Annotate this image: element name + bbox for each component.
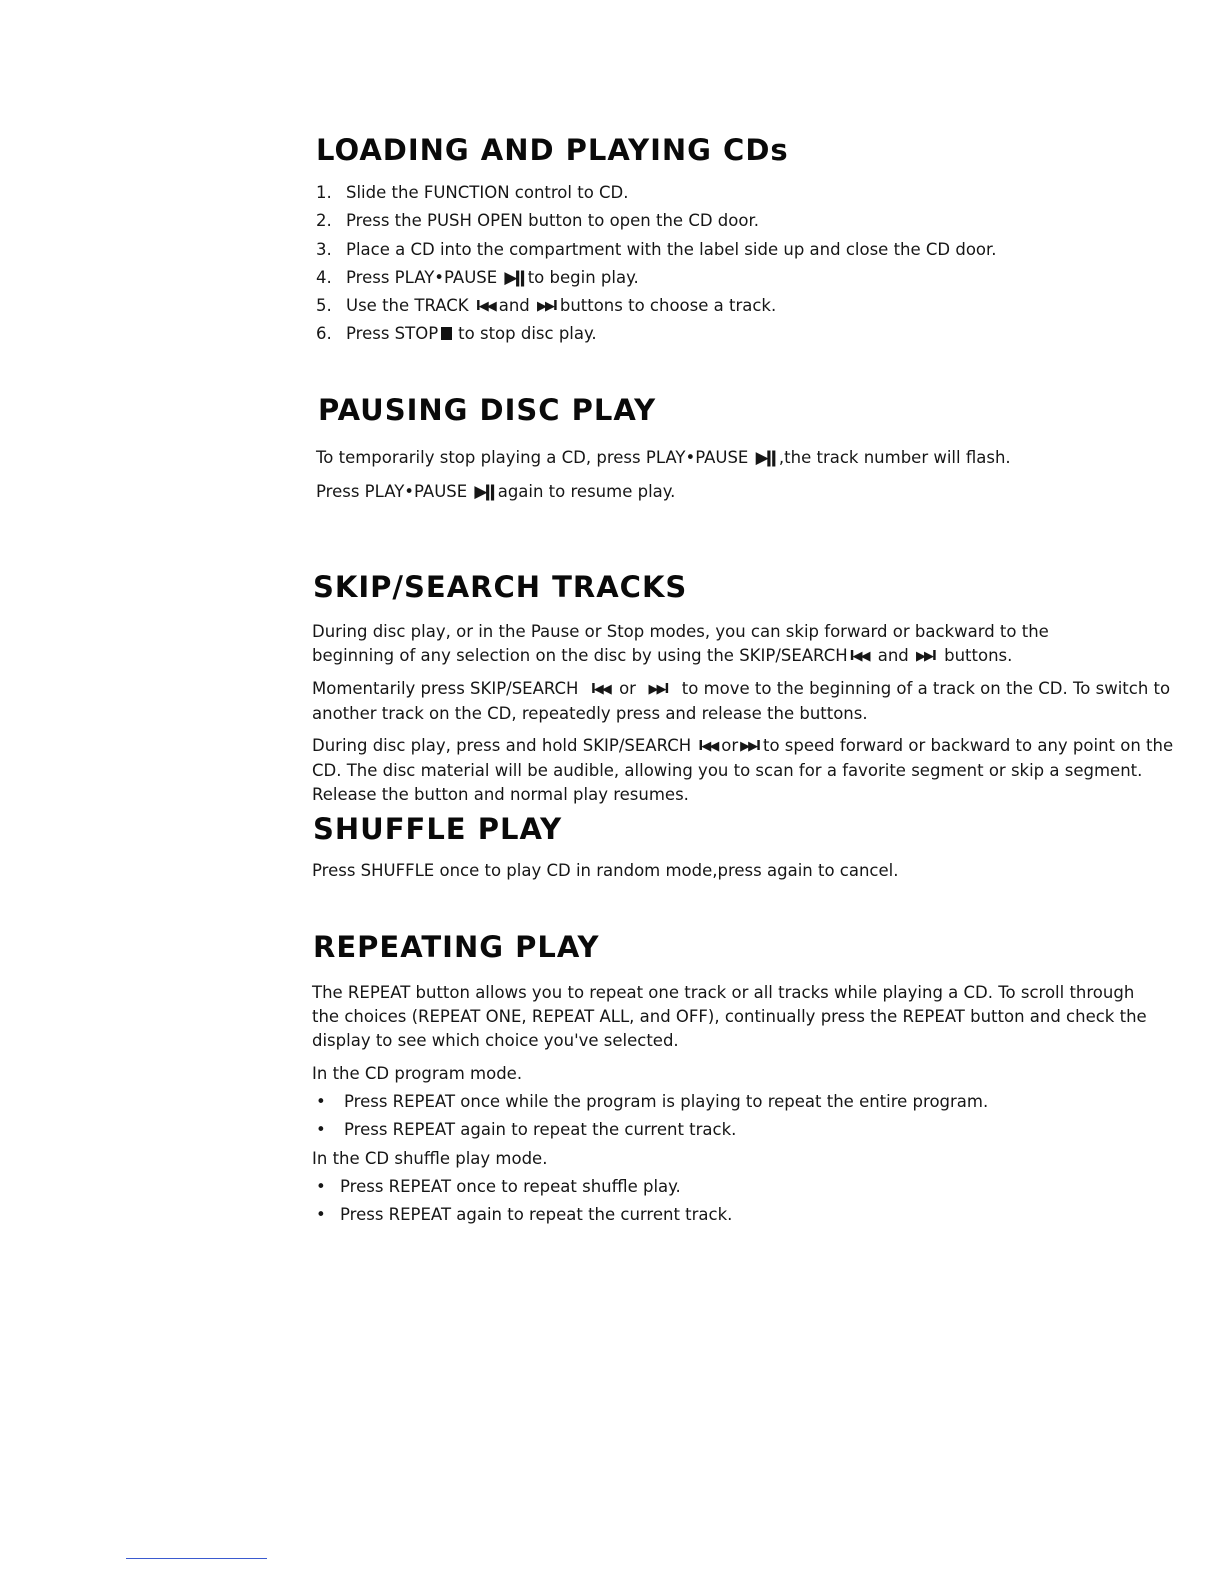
stop-icon xyxy=(441,327,452,340)
heading-loading-playing: LOADING AND PLAYING CDs xyxy=(316,133,789,167)
paragraph-text: to speed forward or backward to any point on the CD. The disc material will be audible, allowing you to scan for a favorite segment or skip a segment. Release the button and normal play resumes. xyxy=(312,736,1174,804)
paragraph-text: again to resume play. xyxy=(497,482,676,501)
paragraph-text: Momentarily press SKIP/SEARCH xyxy=(312,679,579,698)
play-pause-icon: ▶ǁ xyxy=(474,482,493,502)
list-number: 3. xyxy=(316,240,332,259)
list-item xyxy=(316,1090,988,1114)
skip-back-icon: I◀◀ xyxy=(475,299,495,314)
heading-repeating: REPEATING PLAY xyxy=(313,930,600,964)
list-text: Press REPEAT once to repeat shuffle play. xyxy=(340,1177,681,1196)
list-text: Use the TRACK xyxy=(346,296,469,315)
paragraph-text: ,the track number will flash. xyxy=(778,448,1011,467)
skip-forward-icon: ▶▶I xyxy=(740,739,759,754)
list-item xyxy=(316,1118,736,1142)
list-text: Press REPEAT again to repeat the current track. xyxy=(340,1205,733,1224)
paragraph: The REPEAT button allows you to repeat one track or all tracks while playing a CD. To scroll through the choices (REPEAT ONE, REPEAT ALL, and OFF), continually press the REPEAT button and check the display to see which choice you've selected. xyxy=(312,983,1147,1050)
list-number: 2. xyxy=(316,211,332,230)
list-text: and xyxy=(498,296,530,315)
list-text: Press the PUSH OPEN button to open the CD door. xyxy=(346,211,759,230)
paragraph-text: buttons. xyxy=(944,646,1013,665)
list-number: 4. xyxy=(316,268,332,287)
list-number: 5. xyxy=(316,296,332,315)
skip-forward-icon: ▶▶I xyxy=(648,682,668,697)
list-text: Press REPEAT once while the program is playing to repeat the entire program. xyxy=(344,1092,989,1111)
list-item xyxy=(316,266,639,290)
skip-back-icon: I◀◀ xyxy=(698,739,718,754)
skip-forward-icon: ▶▶I xyxy=(916,649,935,664)
bullet: • xyxy=(316,1177,326,1196)
paragraph-text: During disc play, or in the Pause or Stop modes, you can skip forward or backward to the beginning of any selection on the disc by using the SKIP/SEARCH xyxy=(312,622,1049,665)
list-item xyxy=(316,1203,732,1227)
list-text: buttons to choose a track. xyxy=(559,296,777,315)
bullet: • xyxy=(316,1120,326,1139)
list-text: Slide the FUNCTION control to CD. xyxy=(346,183,629,202)
heading-shuffle: SHUFFLE PLAY xyxy=(313,812,563,846)
skip-forward-icon: ▶▶I xyxy=(537,299,556,314)
bullet: • xyxy=(316,1205,326,1224)
list-text: Press STOP xyxy=(346,324,439,343)
paragraph xyxy=(316,480,675,504)
paragraph: Press SHUFFLE once to play CD in random mode,press again to cancel. xyxy=(312,861,899,880)
list-item xyxy=(316,181,629,205)
paragraph-text: or xyxy=(619,679,636,698)
list-text: to begin play. xyxy=(527,268,639,287)
play-pause-icon: ▶ǁ xyxy=(504,268,523,288)
list-item xyxy=(316,209,759,233)
list-text: Place a CD into the compartment with the label side up and close the CD door. xyxy=(346,240,997,259)
list-text: Press REPEAT again to repeat the current track. xyxy=(344,1120,737,1139)
paragraph-text: During disc play, press and hold SKIP/SEARCH xyxy=(312,736,692,755)
list-item xyxy=(316,1175,681,1199)
list-item xyxy=(316,238,997,262)
paragraph-text: Press PLAY•PAUSE xyxy=(316,482,468,501)
paragraph-text: to move to the beginning of a track on the CD. To switch to another track on the CD, repeatedly press and release the buttons. xyxy=(312,679,1171,723)
skip-back-icon: I◀◀ xyxy=(590,682,610,697)
paragraph-text: To temporarily stop playing a CD, press PLAY•PAUSE xyxy=(316,448,749,467)
paragraph xyxy=(312,677,1182,726)
list-text: Press PLAY•PAUSE xyxy=(346,268,498,287)
paragraph-text: and xyxy=(877,646,909,665)
list-label: In the CD shuffle play mode. xyxy=(312,1149,548,1168)
heading-pausing: PAUSING DISC PLAY xyxy=(318,393,657,427)
list-number: 6. xyxy=(316,324,332,343)
bullet: • xyxy=(316,1092,326,1111)
list-number: 1. xyxy=(316,183,332,202)
heading-skip-search: SKIP/SEARCH TRACKS xyxy=(313,570,688,604)
list-item xyxy=(316,322,597,346)
skip-back-icon: I◀◀ xyxy=(849,649,869,664)
list-label: In the CD program mode. xyxy=(312,1064,523,1083)
play-pause-icon: ▶ǁ xyxy=(755,448,774,468)
paragraph-text: or xyxy=(721,736,739,755)
list-item xyxy=(316,294,776,319)
paragraph xyxy=(312,734,1192,807)
paragraph xyxy=(312,620,1112,669)
footer-rule xyxy=(126,1558,267,1559)
list-text: to stop disc play. xyxy=(458,324,597,343)
paragraph xyxy=(316,446,1011,470)
